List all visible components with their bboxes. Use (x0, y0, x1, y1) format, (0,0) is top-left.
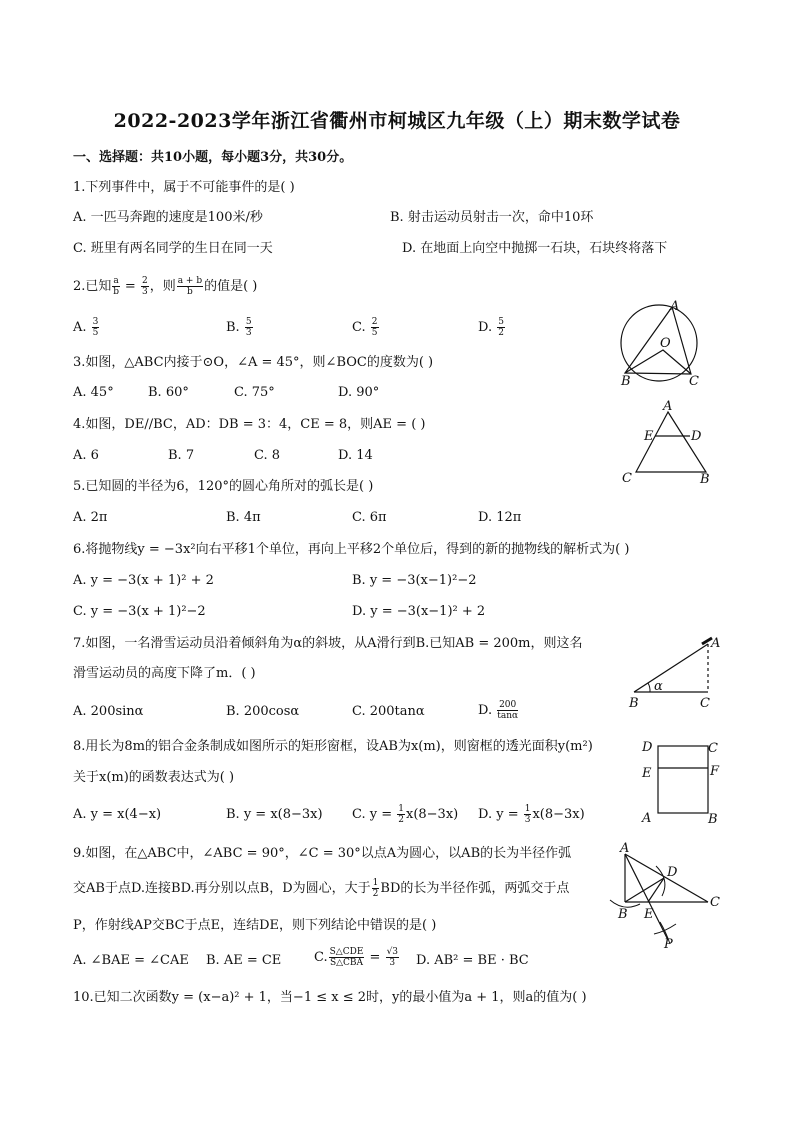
label-d: D (667, 865, 678, 880)
q5-option-c: C. 6π (352, 510, 387, 525)
option-text: x(8−3x) (405, 807, 459, 822)
q1-option-c: C. 班里有两名同学的生日在同一天 (73, 241, 273, 256)
fraction-numerator: 1 (524, 804, 531, 814)
fraction-denominator: 3 (245, 328, 252, 338)
q1-option-b: B. 射击运动员射击一次，命中10环 (390, 210, 594, 225)
q10-stem: 10.已知二次函数y = (x−a)² + 1，当−1 ≤ x ≤ 2时，y的最小值为a + 1，则a的值为( ) (73, 990, 587, 1005)
q9-stem-line3: P，作射线AP交BC于点E，连结DE，则下列结论中错误的是( ) (73, 918, 437, 933)
label-a: A (670, 299, 680, 314)
radii-ob-oc (625, 350, 691, 374)
q7-stem-line1: 7.如图，一名滑雪运动员沿着倾斜角为α的斜坡，从A滑行到B.已知AB = 200m，则这名 (73, 636, 583, 651)
arc-d (656, 866, 665, 896)
q9-stem-part: 交AB于点D.连接BD.再分别以点B，D为圆心，大于 (73, 881, 371, 896)
option-fraction (245, 317, 253, 338)
q7-option-d (478, 700, 519, 721)
label-e: E (642, 766, 652, 781)
q3-figure-circle (616, 296, 706, 388)
q1-stem: 1.下列事件中，属于不可能事件的是( ) (73, 180, 295, 195)
q9-option-a: A. ∠BAE = ∠CAE (73, 953, 189, 968)
q5-stem: 5.已知圆的半径为6，120°的圆心角所对的弧长是( ) (73, 479, 374, 494)
label-a: A (642, 811, 652, 826)
q6-option-a: A. y = −3(x + 1)² + 2 (73, 573, 214, 588)
option-fraction (371, 317, 379, 338)
label-d: D (642, 740, 653, 755)
label-a: A (620, 841, 630, 856)
label-b: B (621, 374, 631, 388)
q8-figure-window (636, 736, 726, 828)
fraction-denominator: b (187, 287, 193, 297)
fraction-denominator: S△CBA (329, 958, 364, 968)
triangle-abc (625, 307, 691, 374)
q6-option-b: B. y = −3(x−1)²−2 (352, 573, 477, 588)
label-b: B (708, 812, 718, 827)
q2-fraction-23 (141, 276, 149, 297)
label-p: P (664, 937, 673, 950)
option-label: D. (478, 703, 493, 718)
label-a: A (711, 636, 721, 651)
q2-fraction-apb (177, 276, 203, 297)
q6-option-c: C. y = −3(x + 1)²−2 (73, 604, 206, 619)
q2-option-b (226, 317, 254, 338)
angle-arc (648, 683, 650, 692)
fraction-numerator: S△CDE (329, 947, 364, 957)
equals-sign: = (120, 279, 140, 294)
fraction-numerator: √3 (386, 947, 399, 957)
page-title: 2022-2023学年浙江省衢州市柯城区九年级（上）期末数学试卷 (113, 110, 681, 132)
fraction-denominator: tanα (497, 711, 519, 721)
fraction-denominator: 3 (524, 815, 531, 825)
fraction-numerator: 200 (499, 700, 517, 710)
option-text: C. y = (352, 807, 397, 822)
label-c: C (622, 471, 632, 486)
fraction-numerator: 2 (141, 276, 148, 286)
q2-stem-part: 的值是( ) (204, 279, 258, 294)
fraction-denominator: 2 (398, 815, 404, 825)
q8-option-a: A. y = x(4−x) (73, 807, 162, 822)
q2-fraction-ab (112, 276, 119, 297)
label-f: F (710, 764, 720, 779)
option-text: D. y = (478, 807, 523, 822)
option-fraction (524, 804, 532, 825)
q2-option-d (478, 317, 506, 338)
q4-figure-triangle (618, 398, 718, 490)
q1-option-a: A. 一匹马奔跑的速度是100米/秒 (73, 210, 263, 225)
section-heading: 一、选择题：共10小题，每小题3分，共30分。 (73, 150, 353, 165)
fraction-numerator: a + b (177, 276, 203, 286)
fraction-numerator: a (113, 276, 119, 286)
q3-option-b: B. 60° (148, 385, 189, 400)
q7-stem-line2: 滑雪运动员的高度下降了m．( ) (73, 666, 256, 681)
q3-option-c: C. 75° (234, 385, 275, 400)
q3-option-d: D. 90° (338, 385, 380, 400)
q2-stem-part: 2.已知 (73, 279, 112, 294)
fraction-denominator: 2 (372, 889, 379, 899)
label-b: B (618, 907, 628, 922)
q8-option-c (352, 804, 458, 825)
label-e: E (644, 907, 654, 922)
option-fraction (397, 804, 405, 825)
fraction-denominator: 2 (498, 328, 504, 338)
label-b: B (629, 696, 639, 711)
q5-option-b: B. 4π (226, 510, 261, 525)
q4-option-b: B. 7 (168, 448, 195, 463)
option-fraction (329, 947, 365, 968)
q1-option-d: D. 在地面上向空中抛掷一石块，石块终将落下 (402, 241, 668, 256)
q4-option-d: D. 14 (338, 448, 373, 463)
q9-option-d: D. AB² = BE · BC (416, 953, 529, 968)
q7-option-a: A. 200sinα (73, 704, 144, 719)
q6-stem: 6.将抛物线y = −3x²向右平移1个单位，再向上平移2个单位后，得到的新的抛物线的解析式为( ) (73, 542, 630, 557)
fraction-denominator: 5 (371, 328, 378, 338)
fraction-numerator: 1 (372, 878, 379, 888)
q2-option-a (73, 317, 100, 338)
option-fraction (386, 947, 399, 968)
label-alpha: α (654, 679, 663, 694)
slope-ab (634, 644, 708, 692)
q9-stem-line2 (73, 878, 569, 899)
option-label: A. (73, 320, 87, 335)
fraction-numerator: 2 (371, 317, 378, 327)
label-b: B (700, 472, 710, 487)
q4-stem: 4.如图，DE//BC，AD：DB = 3：4，CE = 8，则AE = ( ) (73, 417, 426, 432)
fraction-denominator: 3 (141, 287, 148, 297)
q7-option-c: C. 200tanα (352, 704, 425, 719)
q2-option-c (352, 317, 380, 338)
q9-figure-construction (604, 840, 724, 950)
label-c: C (689, 374, 699, 388)
option-fraction (497, 317, 505, 338)
fraction-numerator: 3 (92, 317, 99, 327)
q7-option-b: B. 200cosα (226, 704, 300, 719)
fraction-numerator: 5 (245, 317, 252, 327)
q2-stem (73, 276, 257, 297)
option-label: C. (314, 950, 328, 965)
q3-option-a: A. 45° (73, 385, 114, 400)
q9-option-b: B. AE = CE (206, 953, 282, 968)
q9-option-c (314, 947, 400, 968)
label-e: E (644, 429, 654, 444)
q9-stem-line1: 9.如图，在△ABC中，∠ABC = 90°，∠C = 30°以点A为圆心，以AB的长为半径作弧 (73, 846, 572, 861)
fraction-denominator: 5 (92, 328, 99, 338)
q8-stem-line1: 8.用长为8m的铝合金条制成如图所示的矩形窗框，设AB为x(m)，则窗框的透光面积y(m²) (73, 739, 593, 754)
q8-stem-line2: 关于x(m)的函数表达式为( ) (73, 770, 235, 785)
option-fraction (92, 317, 100, 338)
label-c: C (710, 895, 720, 910)
q9-fraction-half (372, 878, 380, 899)
q4-option-a: A. 6 (73, 448, 99, 463)
option-text: x(8−3x) (532, 807, 585, 822)
fraction-denominator: b (113, 287, 119, 297)
equals-sign: = (365, 950, 385, 965)
label-d: D (691, 429, 702, 444)
label-o: O (660, 336, 671, 351)
q3-stem: 3.如图，△ABC内接于⊙O，∠A = 45°，则∠BOC的度数为( ) (73, 355, 434, 370)
q9-stem-part: BD的长为半径作弧，两弧交于点 (380, 881, 570, 896)
segment-de (648, 878, 664, 902)
fraction-numerator: 1 (398, 804, 404, 814)
option-label: D. (478, 320, 493, 335)
fraction-numerator: 5 (498, 317, 504, 327)
label-c: C (708, 741, 718, 756)
label-c: C (700, 696, 710, 711)
q8-option-d (478, 804, 585, 825)
q6-option-d: D. y = −3(x−1)² + 2 (352, 604, 486, 619)
option-label: C. (352, 320, 366, 335)
q8-option-b: B. y = x(8−3x) (226, 807, 323, 822)
q4-option-c: C. 8 (254, 448, 281, 463)
segment-bd (625, 878, 664, 902)
q7-figure-slope (624, 632, 724, 712)
q5-option-a: A. 2π (73, 510, 108, 525)
option-fraction (497, 700, 518, 721)
option-label: B. (226, 320, 240, 335)
frame-abcd (658, 746, 708, 813)
q2-stem-part: ，则 (149, 279, 176, 294)
q5-option-d: D. 12π (478, 510, 522, 525)
fraction-denominator: 3 (389, 958, 396, 968)
label-a: A (663, 399, 673, 414)
